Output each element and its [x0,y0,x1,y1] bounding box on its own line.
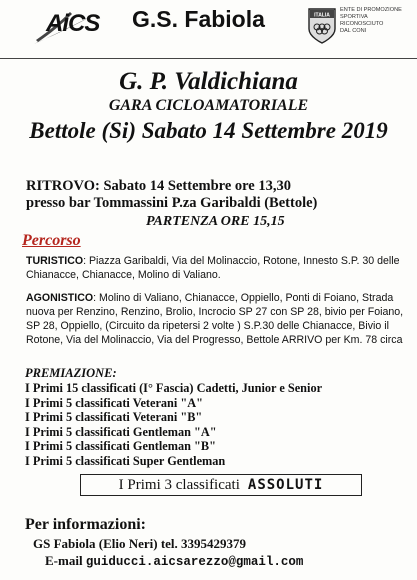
aics-logo-text: AiCS [46,10,100,37]
coni-text-line: SPORTIVA [340,14,368,20]
aics-logo [32,6,116,46]
info-heading: Per informazioni: [25,516,147,533]
percorso-heading: Percorso [22,232,81,249]
event-title: G. P. Valdichiana [119,68,298,95]
list-item: I Primi 5 classificati Super Gentleman [25,453,226,468]
coni-text-line: ENTE DI PROMOZIONE [340,7,402,13]
event-location-date: Bettole (Si) Sabato 14 Settembre 2019 [29,118,388,143]
email-address: guiducci.aicsarezzo@gmail.com [85,555,304,569]
agonistico-text: : Molino di Valiano, Chianacce, Oppiello, Ponti di Foiano, Strada nuova per Renzino, Renzino, Brolio, Incrocio SP 27 con SP 28, bivio per Foiano, SP 28, Oppiello, (Circuito da ripetersi 2 volte ) S.P.30 delle Chianacce, Bivio il Rotone, Via del Molinaccio, Via del Progresso, Bettole ARRIVO per Km. 78 circa [26,292,404,346]
agonistico-route [26,291,414,347]
list-item: I Primi 5 classificati Veterani "A" [25,395,203,410]
header-divider [0,58,417,59]
agonistico-label: AGONISTICO [26,292,94,304]
email-prefix: E-mail [45,553,83,568]
coni-recognition-text [340,7,410,35]
italia-badge-label: ITALIA [314,12,330,19]
italia-shield-icon [307,7,337,45]
assoluti-box [80,474,362,496]
coni-text-line: DAL CONI [340,28,367,34]
premiazione-list [25,381,405,469]
assoluti-word: ASSOLUTI [247,477,324,493]
contact-email [45,553,303,569]
coni-text-line: RICONOSCIUTO [340,21,384,27]
turistico-text: : Piazza Garibaldi, Via del Molinaccio, Rotone, Innesto S.P. 30 delle Chianacce, Chianacce, Molino di Valiano. [26,255,400,281]
list-item: I Primi 5 classificati Veterani "B" [25,410,203,425]
turistico-label: TURISTICO [26,255,84,267]
assoluti-prefix: I Primi 3 classificati [118,476,240,493]
list-item: I Primi 5 classificati Gentleman "B" [25,439,216,454]
premiazione-heading: PREMIAZIONE: [25,366,117,380]
turistico-route [26,254,410,282]
event-subtitle: GARA CICLOAMATORIALE [108,97,309,114]
org-title: G.S. Fabiola [132,6,265,32]
partenza-time: PARTENZA ORE 15,15 [146,214,285,229]
list-item: I Primi 15 classificati (I° Fascia) Cadetti, Junior e Senior [25,381,323,395]
ritrovo-place: presso bar Tommassini P.za Garibaldi (Bettole) [26,195,318,211]
ritrovo-line: RITROVO: Sabato 14 Settembre ore 13,30 [26,178,291,194]
contact-phone: GS Fabiola (Elio Neri) tel. 3395429379 [33,536,247,551]
list-item: I Primi 5 classificati Gentleman "A" [25,424,217,439]
